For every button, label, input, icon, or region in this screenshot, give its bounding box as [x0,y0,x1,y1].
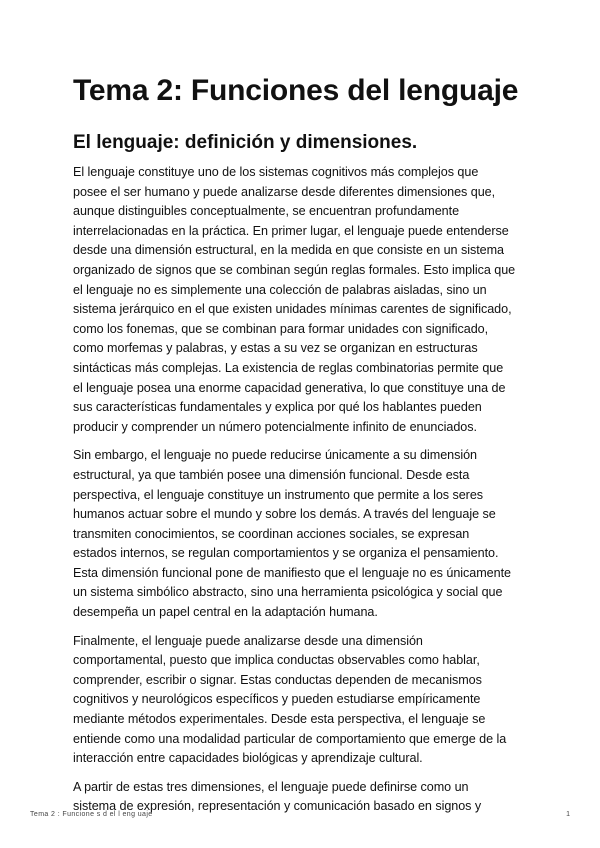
paragraph-line: humanos actuar sobre el mundo y sobre los demás. A través del lenguaje se [73,507,496,522]
footer-running-title: Tema 2 : Funcione s d el l eng uaje [30,811,153,818]
paragraph-line: comportamental, puesto que implica conductas observables como hablar, [73,653,480,668]
paragraph-line: cognitivos y neurológicos específicos y pueden estudiarse empíricamente [73,692,481,707]
paragraph-line: El lenguaje constituye uno de los sistemas cognitivos más complejos que [73,165,479,179]
paragraph-line: un sistema simbólico abstracto, sino una herramienta psicológica y social que [73,585,503,600]
paragraph-line: desde una dimensión estructural, en la medida en que consiste en un sistema [73,243,504,258]
paragraph-line: Finalmente, el lenguaje puede analizarse desde una dimensión [73,633,423,648]
paragraph-line: organizado de signos que se combinan según reglas formales. Esto implica que [73,262,516,277]
paragraph [73,163,535,437]
body-text [73,163,535,826]
paragraph-line: sintácticas más complejas. La existencia de reglas combinatorias permite que [73,360,504,375]
paragraph-line: Sin embargo, el lenguaje no puede reducirse únicamente a su dimensión [73,448,478,463]
paragraph-line: aunque distinguibles conceptualmente, se encuentran profundamente [73,204,460,219]
paragraph-line: mediante métodos experimentales. Desde esta perspectiva, el lenguaje se [73,712,486,727]
paragraph-line: sistema jerárquico en el que existen unidades mínimas carentes de significado, [73,302,512,317]
paragraph-line: transmiten conocimientos, se coordinan acciones sociales, se expresan [73,526,470,541]
paragraph-line: comprender, escribir o signar. Estas conductas dependen de mecanismos [73,672,482,687]
paragraph-line: el lenguaje posea una enorme capacidad generativa, lo que constituye una de [73,380,506,395]
paragraph-line: estructural, ya que también posee una dimensión funcional. Desde esta [73,467,470,482]
paragraph-line: producir y comprender un número potencialmente infinito de enunciados. [73,419,477,434]
paragraph [73,632,535,769]
paragraph-line: desempeña un papel central en la adaptación humana. [73,605,378,620]
paragraph-line: sus características fundamentales y explica por qué los hablantes pueden [73,400,482,415]
paragraph-line: A partir de estas tres dimensiones, el lenguaje puede definirse como un [73,779,469,794]
paragraph-line: como morfemas y palabras, y estas a su vez se organizan en estructuras [73,341,478,356]
paragraph-line: el lenguaje no es simplemente una colección de palabras aisladas, sino un [73,282,487,297]
paragraph-line: Esta dimensión funcional pone de manifiesto que el lenguaje no es únicamente [73,565,511,580]
section-heading: El lenguaje: definición y dimensiones. [73,132,418,153]
paragraph-line: perspectiva, el lenguaje constituye un instrumento que permite a los seres [73,487,484,502]
paragraph-line: estados internos, se regulan comportamientos y se organiza el pensamiento. [73,546,499,561]
paragraph-line: sistema de expresión, representación y comunicación basado en signos y [73,799,482,814]
footer-page-number: 1 [566,811,570,818]
paragraph-line: entiende como una modalidad particular de comportamiento que emerge de la [73,731,507,746]
paragraph [73,446,535,622]
paragraph-line: posee el ser humano y puede analizarse desde diferentes dimensiones que, [73,184,496,199]
page-title: Tema 2: Funciones del lenguaje [73,74,519,107]
paragraph-line: interacción entre capacidades biológicas y aprendizaje cultural. [73,751,423,766]
paragraph-line: interrelacionadas en la práctica. En primer lugar, el lenguaje puede entenderse [73,223,509,238]
paragraph-line: como los fonemas, que se combinan para formar unidades con significado, [73,321,489,336]
